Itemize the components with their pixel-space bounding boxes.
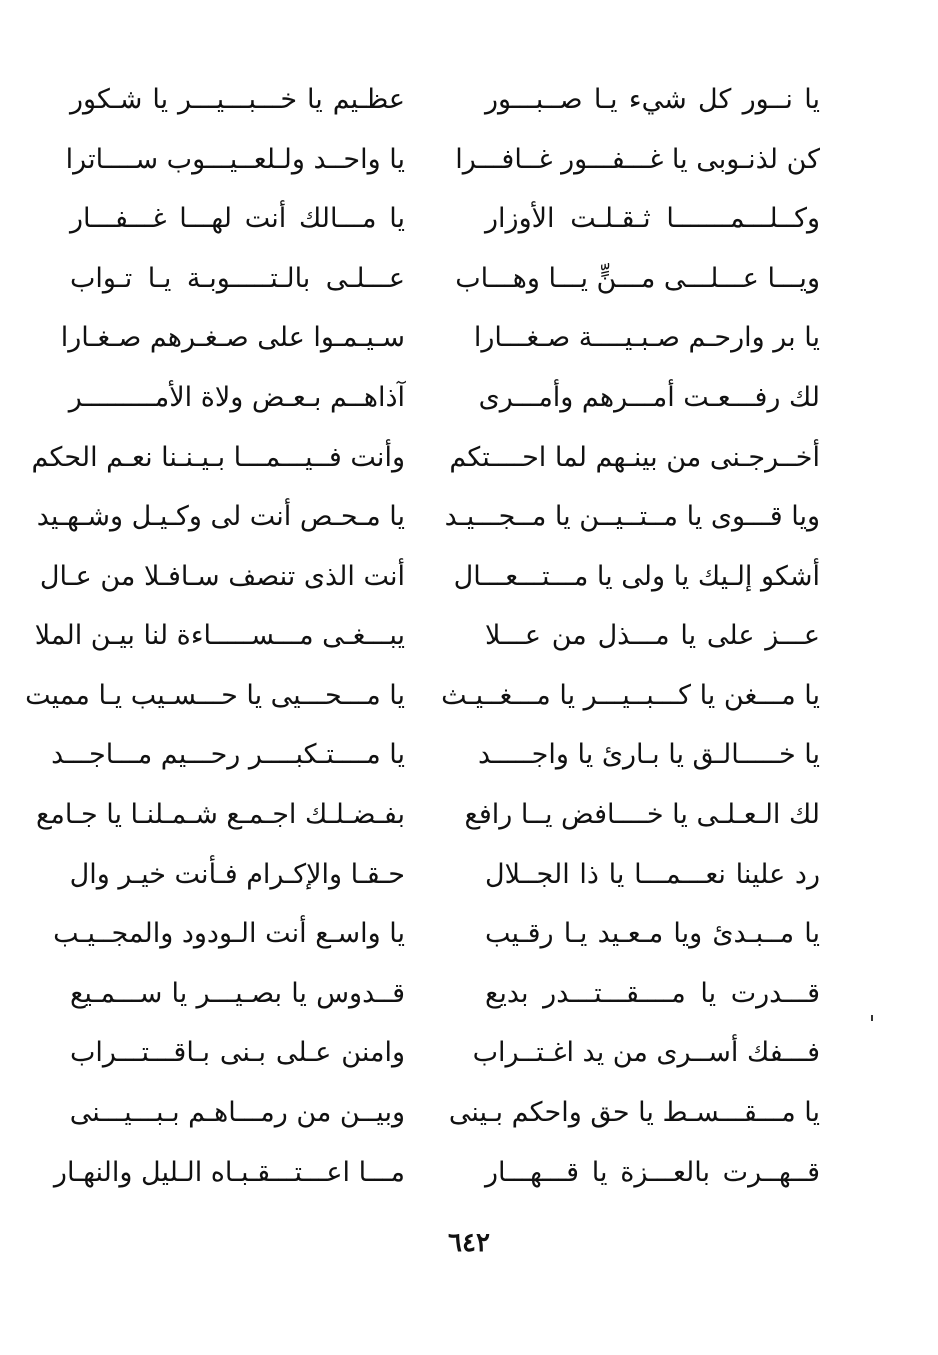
- first-hemistich: يا خـــــالـق يا بـارئ يا واجـــــد: [477, 739, 820, 771]
- first-hemistich: يا نــور كل شيء يـا صــبـــور: [485, 83, 820, 115]
- verse: [70, 189, 820, 249]
- first-hemistich: قــهــرت بالعـــزة يا قـــهـــار: [485, 1156, 820, 1188]
- second-hemistich: يبـــغـى مـــســـــاءة لنا بيـن الملا: [34, 620, 405, 652]
- second-hemistich: سـيـمـوا على صـغـرهم صـغـارا: [60, 322, 405, 354]
- second-hemistich: آذاهــم بـعـض ولاة الأمـــــــــر: [68, 381, 405, 413]
- second-hemistich: وامنن عـلى بـنى بـاقـــتـــراب: [70, 1037, 405, 1069]
- first-hemistich: أشكو إلـيك يا ولى يا مـــتـــعـــال: [453, 560, 820, 592]
- second-hemistich: يا واحــد ولـلعــيـــوب ســــاترا: [65, 143, 405, 175]
- first-hemistich: قـــدرت يا مــــقـــتـــدر بديع: [485, 977, 820, 1009]
- second-hemistich: وبيــن من رمـــاهـم بـبـــيـــنى: [69, 1097, 405, 1129]
- verse: [36, 487, 820, 547]
- first-hemistich: رد علينا نعـــمـــا يا ذا الجــلال: [485, 858, 820, 890]
- first-hemistich: يا مـــقـــسـط يا حق واحكم بـينى: [448, 1097, 820, 1129]
- poem: [25, 70, 820, 1202]
- verse: [53, 904, 820, 964]
- verse: [35, 785, 820, 845]
- verse: [34, 606, 820, 666]
- verse: [25, 666, 820, 726]
- second-hemistich: يا مـــحـــيى يا حـــسـيب يـا مميت: [25, 679, 405, 711]
- verse: [39, 547, 820, 607]
- second-hemistich: يا مـــالك أنت لهـــا غـــفـــار: [70, 203, 405, 235]
- second-hemistich: عـــلـى بالـتـــــوبـة يـا تـواب: [70, 262, 405, 294]
- verse: [51, 726, 820, 786]
- first-hemistich: فـــفك أســرى من يد اغـتــراب: [472, 1037, 820, 1069]
- first-hemistich: ويا قـــوى يا مــتــيــن يا مــجـــيـد: [444, 501, 820, 533]
- second-hemistich: قــدوس يا بصـيـــر يا ســـمـيع: [70, 977, 405, 1009]
- first-hemistich: يا مــبـدئ ويا مـعـيد يـا رقـيب: [485, 918, 820, 950]
- second-hemistich: يا مــــتـكبــــر رحـــيم مـــاجـــد: [51, 739, 405, 771]
- first-hemistich: وكــلـــمـــــــا ثـقـلـت الأوزار: [485, 203, 820, 235]
- first-hemistich: أخــرجـنى من بينـهم لما احــــتكم: [449, 441, 820, 473]
- first-hemistich: لك رفـــعـت أمـــرهم وأمـــرى: [478, 381, 820, 413]
- verse: [70, 249, 820, 309]
- first-hemistich: يا مـــغن يا كـــبــيـــر يا مـــغــيـث: [441, 679, 820, 711]
- verse: [70, 845, 820, 905]
- second-hemistich: يا واسـع أنت الـودود والمجــيـب: [53, 918, 405, 950]
- second-hemistich: أنت الذى تنصف سـافـلا من عـال: [39, 560, 405, 592]
- second-hemistich: مـــا اعـــتـــقـبـاه الـليل والنهـار: [53, 1156, 405, 1188]
- verse: [70, 964, 820, 1024]
- first-hemistich: كن لذنـوبى يا غـــفـــور غــافـــرا: [455, 143, 820, 175]
- ink-speck: [871, 1015, 873, 1021]
- verse: [53, 1143, 820, 1203]
- verse: [70, 1024, 820, 1084]
- verse: [65, 130, 820, 190]
- verse: [31, 428, 820, 488]
- first-hemistich: ويـــا عـــلـــى مـــنٍّ يـــا وهـــاب: [455, 262, 820, 294]
- first-hemistich: عـــز على يا مـــذل من عـــلا: [485, 620, 820, 652]
- verse: [60, 308, 820, 368]
- second-hemistich: عظـيم يا خـــبـــيـــر يا شـكور: [70, 83, 405, 115]
- first-hemistich: لك الـعـلـى يا خــــافض يــا رافع: [464, 799, 820, 831]
- second-hemistich: بفـضـلـك اجـمـع شـمـلنـا يا جـامع: [35, 799, 405, 831]
- page-number: ٦٤٢: [448, 1228, 490, 1258]
- second-hemistich: حـقـا والإكـرام فـأنت خيـر وال: [69, 858, 405, 890]
- verse: [70, 70, 820, 130]
- verse: [70, 1083, 820, 1143]
- verse: [70, 368, 820, 428]
- first-hemistich: يا بر وارحـم صـبـيــــة صـغـــارا: [473, 322, 820, 354]
- second-hemistich: وأنت فــيـــمـــا بـيـنـنا نعـم الحكم: [31, 441, 405, 473]
- second-hemistich: يا مـحـص أنت لى وكـيـل وشـهـيد: [36, 501, 405, 533]
